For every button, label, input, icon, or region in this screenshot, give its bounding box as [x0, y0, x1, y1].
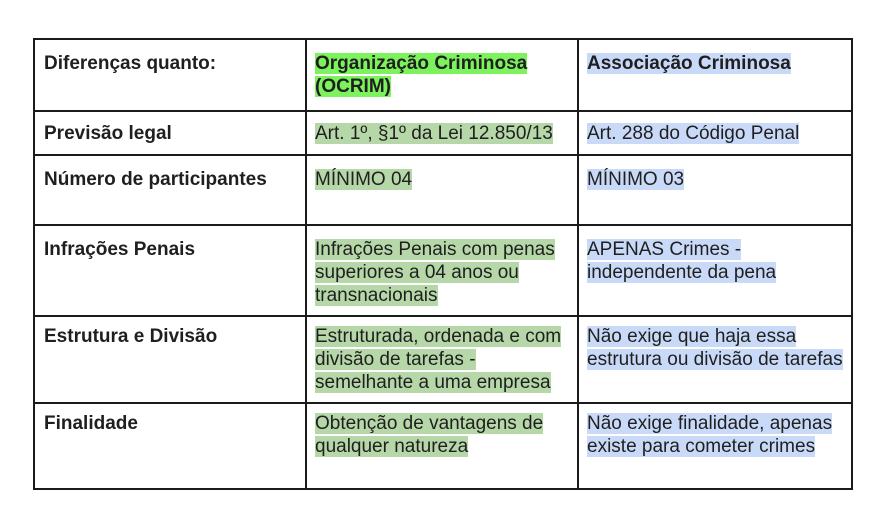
associacao-cell [578, 111, 852, 155]
header-cell-associacao [578, 39, 852, 111]
ocrim-cell [306, 403, 578, 489]
table-row-estrutura-divisao [34, 316, 852, 403]
ocrim-value-previsao-legal: Art. 1º, §1º da Lei 12.850/13 [315, 123, 553, 144]
ocrim-value-infracoes-penais: Infrações Penais com penas superiores a 04 anos ou transnacionais [315, 239, 555, 306]
row-label-cell [34, 111, 306, 155]
ocrim-value-finalidade: Obtenção de vantagens de qualquer natureza [315, 413, 544, 457]
row-label-infracoes-penais: Infrações Penais [44, 239, 196, 260]
associacao-value-infracoes-penais: APENAS Crimes - independente da pena [587, 239, 777, 283]
row-label-cell [34, 316, 306, 403]
header-label-diferencas: Diferenças quanto: [44, 53, 217, 74]
ocrim-cell [306, 225, 578, 316]
ocrim-cell [306, 316, 578, 403]
row-label-finalidade: Finalidade [44, 413, 138, 434]
row-label-estrutura-divisao: Estrutura e Divisão [44, 326, 218, 347]
table-row-infracoes-penais [34, 225, 852, 316]
comparison-table [33, 38, 853, 490]
associacao-value-previsao-legal: Art. 288 do Código Penal [587, 123, 800, 144]
table-row-previsao-legal [34, 111, 852, 155]
row-label-previsao-legal: Previsão legal [44, 123, 172, 144]
row-label-numero-participantes: Número de participantes [44, 169, 267, 190]
associacao-cell [578, 225, 852, 316]
row-label-cell [34, 155, 306, 225]
table-row-numero-participantes [34, 155, 852, 225]
associacao-value-estrutura-divisao: Não exige que haja essa estrutura ou divisão de tarefas [587, 326, 843, 370]
associacao-cell [578, 403, 852, 489]
row-label-cell [34, 403, 306, 489]
ocrim-value-numero-participantes: MÍNIMO 04 [315, 169, 413, 190]
ocrim-cell [306, 111, 578, 155]
comparison-table-container [33, 38, 851, 490]
row-label-cell [34, 225, 306, 316]
ocrim-value-estrutura-divisao: Estruturada, ordenada e com divisão de tarefas - semelhante a uma empresa [315, 326, 562, 393]
associacao-value-numero-participantes: MÍNIMO 03 [587, 169, 685, 190]
table-header-row [34, 39, 852, 111]
header-cell-diferencas [34, 39, 306, 111]
associacao-cell [578, 316, 852, 403]
header-cell-ocrim [306, 39, 578, 111]
header-label-ocrim: Organização Criminosa (OCRIM) [315, 53, 528, 97]
ocrim-cell [306, 155, 578, 225]
associacao-value-finalidade: Não exige finalidade, apenas existe para cometer crimes [587, 413, 833, 457]
associacao-cell [578, 155, 852, 225]
header-label-associacao: Associação Criminosa [587, 53, 791, 74]
table-row-finalidade [34, 403, 852, 489]
